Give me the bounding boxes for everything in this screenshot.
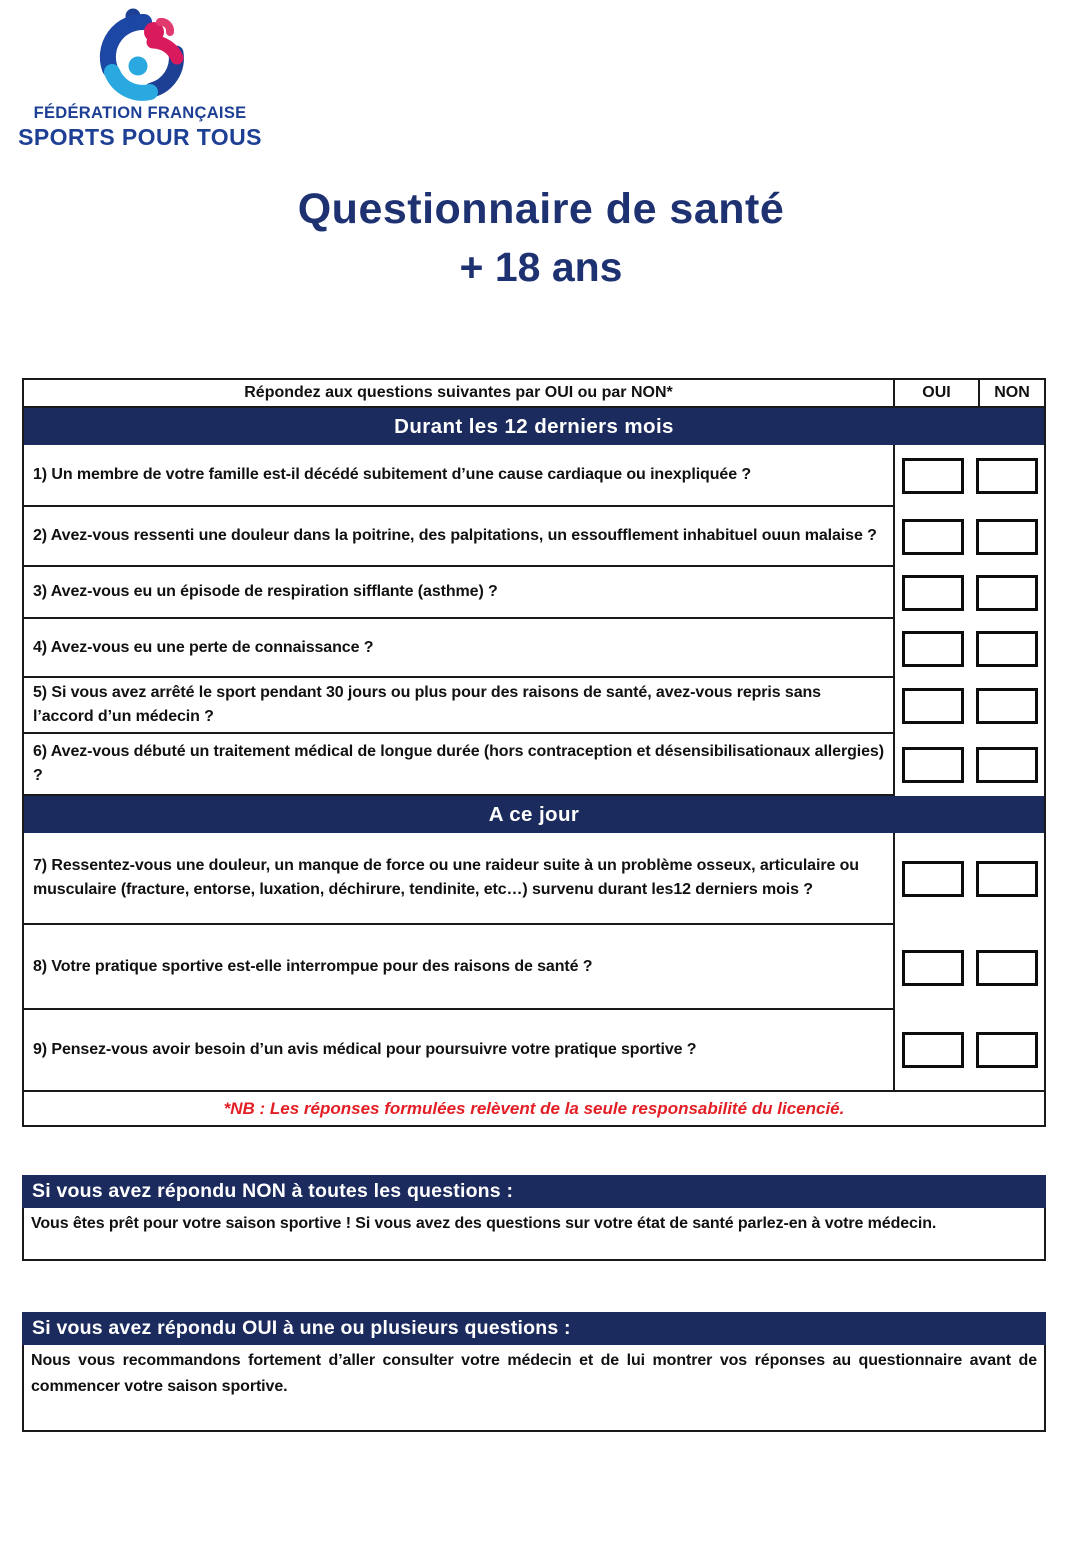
question-row (24, 445, 1044, 507)
table-body (24, 408, 1044, 1090)
question-text: 7) Ressentez-vous une douleur, un manque de force ou une raideur suite à un problème osseux, articulaire ou musculaire (fracture, entorse, luxation, déchirure, tendinite, etc…) survenu durant les12 derniers mois ? (24, 833, 895, 925)
title-line2: + 18 ans (459, 244, 623, 290)
oui-checkbox[interactable] (902, 950, 964, 986)
answer-cell (895, 678, 1044, 734)
answer-cell (895, 567, 1044, 619)
oui-checkbox[interactable] (902, 747, 964, 783)
document-title (0, 185, 1082, 291)
result-box-non-title: Si vous avez répondu NON à toutes les questions : (22, 1175, 1046, 1208)
question-row (24, 833, 1044, 925)
header-oui: OUI (895, 380, 980, 406)
answer-cell (895, 734, 1044, 796)
oui-checkbox[interactable] (902, 861, 964, 897)
question-text: 8) Votre pratique sportive est-elle interrompue pour des raisons de santé ? (24, 925, 895, 1010)
answer-cell (895, 619, 1044, 678)
question-row (24, 507, 1044, 567)
question-row (24, 734, 1044, 796)
header-instruction: Répondez aux questions suivantes par OUI ou par NON* (24, 380, 895, 406)
question-text: 5) Si vous avez arrêté le sport pendant 30 jours ou plus pour des raisons de santé, avez-vous repris sans l’accord d’un médecin ? (24, 678, 895, 734)
oui-checkbox[interactable] (902, 1032, 964, 1068)
section-banner: A ce jour (24, 796, 1044, 833)
oui-checkbox[interactable] (902, 688, 964, 724)
non-checkbox[interactable] (976, 861, 1038, 897)
oui-checkbox[interactable] (902, 519, 964, 555)
non-checkbox[interactable] (976, 1032, 1038, 1068)
answer-cell (895, 507, 1044, 567)
question-row (24, 925, 1044, 1010)
non-checkbox[interactable] (976, 950, 1038, 986)
answer-cell (895, 445, 1044, 507)
question-text: 6) Avez-vous débuté un traitement médical de longue durée (hors contraception et désensibilisationaux allergies) ? (24, 734, 895, 796)
non-checkbox[interactable] (976, 575, 1038, 611)
section-banner: Durant les 12 derniers mois (24, 408, 1044, 445)
question-row (24, 678, 1044, 734)
non-checkbox[interactable] (976, 458, 1038, 494)
question-text: 4) Avez-vous eu une perte de connaissance ? (24, 619, 895, 678)
answer-cell (895, 833, 1044, 925)
result-box-oui-body: Nous vous recommandons fortement d’aller consulter votre médecin et de lui montrer vos réponses au questionnaire avant de commencer votre saison sportive. (22, 1345, 1046, 1432)
federation-name-line1: FÉDÉRATION FRANÇAISE (33, 104, 247, 122)
federation-logo (18, 6, 262, 151)
question-text: 1) Un membre de votre famille est-il décédé subitement d’une cause cardiaque ou inexpliquée ? (24, 445, 895, 507)
oui-checkbox[interactable] (902, 631, 964, 667)
logo-mark-icon (90, 6, 190, 102)
question-row (24, 567, 1044, 619)
title-line1: Questionnaire de santé (297, 185, 785, 233)
oui-checkbox[interactable] (902, 575, 964, 611)
result-box-non (22, 1175, 1046, 1261)
non-checkbox[interactable] (976, 688, 1038, 724)
non-checkbox[interactable] (976, 631, 1038, 667)
table-header-row (24, 380, 1044, 408)
answer-cell (895, 1010, 1044, 1090)
result-box-oui-title: Si vous avez répondu OUI à une ou plusieurs questions : (22, 1312, 1046, 1345)
header-non: NON (994, 384, 1030, 401)
answer-cell (895, 925, 1044, 1010)
non-checkbox[interactable] (976, 519, 1038, 555)
non-checkbox[interactable] (976, 747, 1038, 783)
question-text: 9) Pensez-vous avoir besoin d’un avis médical pour poursuivre votre pratique sportive ? (24, 1010, 895, 1090)
result-box-non-body: Vous êtes prêt pour votre saison sportive ! Si vous avez des questions sur votre état de santé parlez-en à votre médecin. (22, 1208, 1046, 1261)
question-text: 3) Avez-vous eu un épisode de respiration sifflante (asthme) ? (24, 567, 895, 619)
federation-name-line2: SPORTS POUR TOUS (18, 124, 262, 150)
oui-checkbox[interactable] (902, 458, 964, 494)
question-row (24, 1010, 1044, 1090)
footnote-nb: *NB : Les réponses formulées relèvent de la seule responsabilité du licencié. (24, 1090, 1044, 1125)
questionnaire-table (22, 378, 1046, 1127)
question-row (24, 619, 1044, 678)
result-box-oui (22, 1312, 1046, 1432)
question-text: 2) Avez-vous ressenti une douleur dans la poitrine, des palpitations, un essoufflement inhabituel ouun malaise ? (24, 507, 895, 567)
